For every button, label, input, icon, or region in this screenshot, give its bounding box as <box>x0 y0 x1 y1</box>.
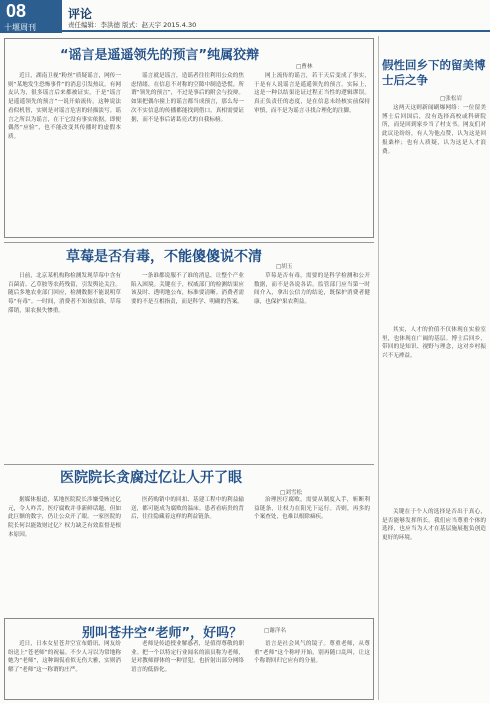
article-rumor-col3 <box>254 72 370 234</box>
sidebar-col2-text: 其实，人才的价值不仅体现在实验室里，也体现在广阔的基层。博士后回乡，带回的是知识、视野与理念，这对乡村振兴不无裨益。 <box>382 327 486 360</box>
article-hospital-col3-text: 治理医疗腐败，需要从制度入手，斩断利益链条，让权力在阳光下运行。否则，再多的个案查处，也难以根除痼疾。 <box>254 497 370 521</box>
article-strawberry-author: □胡玉 <box>276 264 293 270</box>
paper-name: 十堰周刊 <box>4 23 36 32</box>
article-hospital-col3 <box>254 496 370 614</box>
article-hospital-title: 医院院长贪腐过亿让人开了眼 <box>60 470 242 486</box>
article-hospital-col2 <box>131 496 244 614</box>
article-rumor-col3-text: 网上流传的谣言，若干天后变成了事实，于是有人说谣言是遥遥领先的预言。实际上，这是一种以结果论证过程正当性的逻辑谬误。真正负责任的态度，是在信息未经核实前保持审慎，而不是为谣言寻找合理化的注脚。 <box>254 73 370 114</box>
sidebar-divider <box>378 36 379 700</box>
sidebar-author: □张松岩 <box>440 96 463 102</box>
section-title: 评论 <box>68 7 93 21</box>
article-rumor-author: □曹林 <box>296 64 313 70</box>
divider-rule <box>4 242 374 243</box>
article-rumor-col1-text: 近日，湖南卫视“粉丝”质疑谣言，网传一则“某地发生恐怖事件”的消息引发热议。有网友认为，很多谣言后来都被证实，于是“谣言是遥遥领先的预言”一说开始流传。这种说法看似机智，实则是对谣言危害的轻描淡写。谣言之所以为谣言，在于它没有事实依据，即便偶然“应验”，也不能改变其传播时的虚假本质。 <box>8 73 121 140</box>
article-teacher-col1-text: 近日，日本女星苍井空宣布婚讯，网友纷纷送上“苍老师”的祝福。不少人习以为常地称她为“老师”，这种调侃看似无伤大雅，实则消解了“老师”这一称谓的庄严。 <box>8 641 121 674</box>
article-hospital-col1 <box>8 496 121 614</box>
editor-line: 责任编辑：李洪德 版式：赵天宇 2015.4.30 <box>68 21 197 29</box>
sidebar-col3 <box>382 508 486 698</box>
sidebar-title: 假性回乡下的留美博士后之争 <box>382 58 486 87</box>
article-strawberry-col1-text: 日前，北京某机构称检测发现草莓中含有百菌清、乙草胺等农药残留，引发舆论关注。随后多地农业部门回应，检测数据不能说明草莓“有毒”。一时间，消费者不知该信谁，草莓滞销，果农损失惨重。 <box>8 273 121 314</box>
article-strawberry-col1 <box>8 272 121 462</box>
article-rumor-col2 <box>131 72 244 234</box>
article-hospital-author: □刘雪松 <box>280 490 303 496</box>
sidebar-col1-text: 这两天这则新闻刷爆网络：一位留美博士后回国后，没有选择高校或科研院所，而是回到家乡当了村支书。网友们对此议论纷纷，有人为他点赞，认为这是回报桑梓；也有人质疑，认为这是人才浪费。 <box>382 105 486 155</box>
page-number-box <box>0 0 62 33</box>
article-rumor-title: “谣言是遥遥领先的预言”纯属狡辩 <box>60 48 260 63</box>
article-teacher-col1 <box>8 640 121 697</box>
article-hospital-col1-text: 据媒体报道，某地医院院长涉嫌受贿过亿元，令人咋舌。医疗腐败并非新鲜话题，但如此巨额的数字，仍让公众开了眼。一家医院的院长何以能敛财过亿？权力缺乏有效监督是根本原因。 <box>8 497 121 538</box>
article-strawberry-col3 <box>254 272 370 462</box>
article-teacher-col2 <box>131 640 244 697</box>
article-strawberry-col2 <box>131 272 244 462</box>
header-rule <box>62 30 490 32</box>
divider-rule <box>4 464 374 465</box>
article-teacher-col3-text: 语言是社会风气的镜子。尊重老师，从尊重“老师”这个称呼开始。别再随口乱叫，让这个称谓回归它应有的分量。 <box>254 641 370 665</box>
article-strawberry-col2-text: 一条谁都说服不了谁的消息，让整个产业陷入困境。关键在于，权威部门的检测结果应该及时、透明地公布，标准要清晰。消费者需要的不是互相指责，而是科学、明确的答案。 <box>131 273 244 306</box>
article-rumor-col2-text: 谣言就是谣言，造谣者往往利用公众的焦虑情绪，在信息不对称的空隙中制造恐慌。所谓“领先的预言”，不过是事后的附会与狡辩。如果把偶尔撞上的谣言都当成预言，那么每一次不实信息的传播都能找到借口。真相需要证据，而不是事后诸葛亮式的自我标榜。 <box>131 73 244 123</box>
article-teacher-author: □谢洋名 <box>264 628 287 634</box>
article-rumor-col1 <box>8 72 121 234</box>
article-hospital-col2-text: 医药购销中的回扣、基建工程中的利益输送，都可能成为腐败的温床。患者看病贵的背后，往往隐藏着这样的利益链条。 <box>131 497 244 521</box>
sidebar-col1 <box>382 104 486 324</box>
sidebar-col2 <box>382 326 486 506</box>
article-teacher-title: 别叫苍井空“老师”，好吗？ <box>82 626 243 641</box>
article-strawberry-col3-text: 草莓是否有毒，需要的是科学检测和公开数据，而不是各说各话。监管部门应当第一时间介入，拿出公信力的结论，既保护消费者健康，也保护果农利益。 <box>254 273 370 306</box>
page-number: 08 <box>6 1 27 21</box>
article-teacher-col2-text: 老师是传道授业解惑者，是值得尊敬的职业。把一个以特定行业闻名的演员称为老师，是对教师群体的一种冒犯，也折射出部分网络语言的低俗化。 <box>131 641 244 674</box>
article-teacher-col3 <box>254 640 370 697</box>
sidebar-col3-text: 关键在于个人的选择是否出于真心，是否能够发挥所长。我们应当尊重个体的选择，也应当为人才在基层施展抱负创造更好的环境。 <box>382 509 486 542</box>
article-strawberry-title: 草莓是否有毒，不能傻傻说不清 <box>66 249 262 265</box>
page-header <box>0 0 490 33</box>
